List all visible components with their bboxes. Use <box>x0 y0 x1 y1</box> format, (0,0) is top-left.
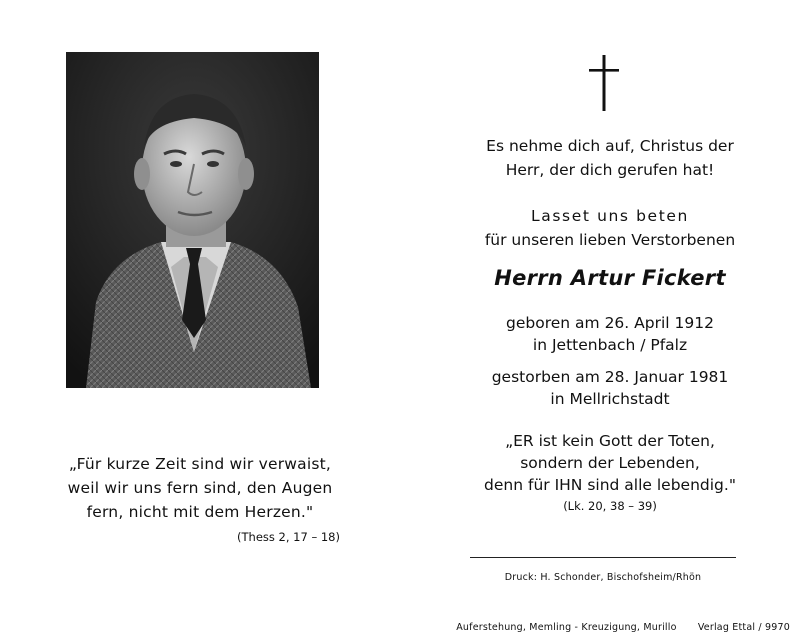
publisher: Verlag Ettal / 9970 <box>697 622 790 633</box>
divider <box>470 557 736 558</box>
prayer-line: Lasset uns beten <box>531 207 689 225</box>
verse-line: Es nehme dich auf, Christus der <box>486 137 734 155</box>
prayer-invitation <box>440 204 780 252</box>
verse-line: Herr, der dich gerufen hat! <box>505 161 715 179</box>
death-date: gestorben am 28. Januar 1981 <box>491 368 729 386</box>
birth-place: in Jettenbach / Pfalz <box>532 336 688 354</box>
left-quote <box>40 452 360 524</box>
footer <box>390 622 790 633</box>
cross-icon <box>589 55 619 111</box>
prayer-line: für unseren lieben Verstorbenen <box>484 231 736 249</box>
verse <box>440 134 780 182</box>
birth-date: geboren am 26. April 1912 <box>506 314 714 332</box>
birth-info <box>440 312 780 356</box>
deceased-name: Herrn Artur Fickert <box>494 266 726 290</box>
right-quote-line: denn für IHN sind alle lebendig." <box>484 476 736 494</box>
artwork-credits: Auferstehung, Memling - Kreuzigung, Murillo <box>456 622 677 633</box>
right-quote-line: sondern der Lebenden, <box>520 454 700 472</box>
right-quote-reference: (Lk. 20, 38 – 39) <box>563 499 657 513</box>
right-quote <box>440 430 780 496</box>
death-info <box>440 366 780 410</box>
left-quote-reference: (Thess 2, 17 – 18) <box>237 530 340 544</box>
portrait-photo <box>66 52 319 388</box>
left-quote-line: „Für kurze Zeit sind wir verwaist, <box>68 455 332 473</box>
portrait-photo-image <box>66 52 319 388</box>
printer-credit: Druck: H. Schonder, Bischofsheim/Rhön <box>504 572 702 583</box>
left-quote-line: weil wir uns fern sind, den Augen <box>67 479 333 497</box>
right-quote-line: „ER ist kein Gott der Toten, <box>505 432 715 450</box>
left-quote-line: fern, nicht mit dem Herzen." <box>86 503 314 521</box>
death-place: in Mellrichstadt <box>550 390 670 408</box>
